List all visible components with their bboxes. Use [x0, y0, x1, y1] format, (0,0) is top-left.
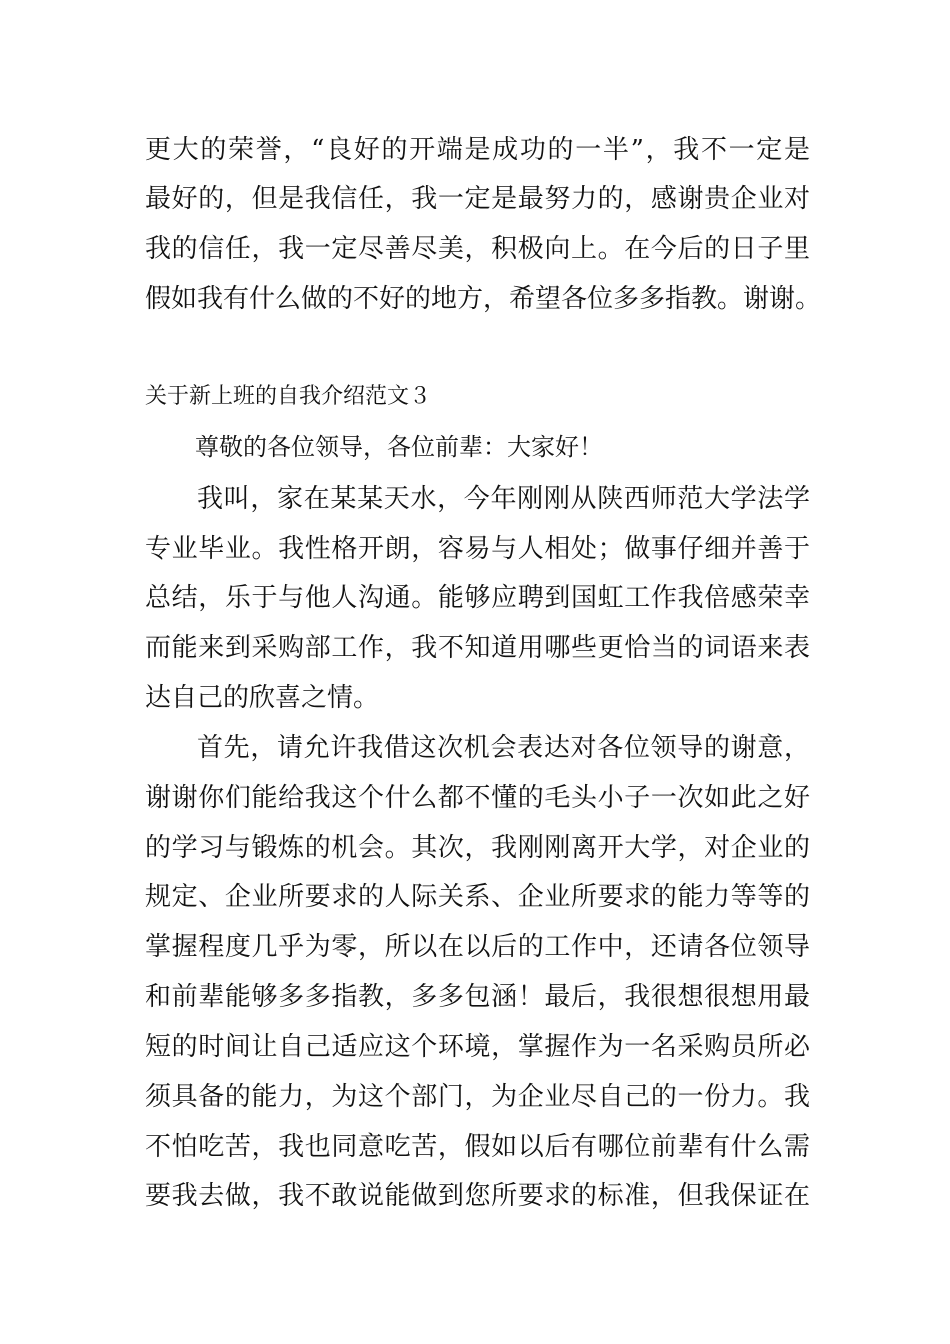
text-line: 掌握程度几乎为零，所以在以后的工作中，还请各位领导 — [145, 932, 810, 962]
text-line: 专业毕业。我性格开朗，容易与人相处；做事仔细并善于 — [145, 534, 810, 564]
text-line: 达自己的欣喜之情。 — [145, 683, 380, 713]
section-title: 关于新上班的自我介绍范文３ — [145, 384, 432, 409]
text-line: 的学习与锻炼的机会。其次，我刚刚离开大学，对企业的 — [145, 833, 810, 863]
text-line: 须具备的能力，为这个部门，为企业尽自己的一份力。我 — [145, 1082, 810, 1112]
text-line: 规定、企业所要求的人际关系、企业所要求的能力等等的 — [145, 882, 810, 912]
text-line: 更大的荣誉，“良好的开端是成功的一半”，我不一定是 — [145, 135, 810, 165]
text-line: 不怕吃苦，我也同意吃苦，假如以后有哪位前辈有什么需 — [145, 1132, 810, 1162]
text-line: 短的时间让自己适应这个环境，掌握作为一名采购员所必 — [145, 1032, 810, 1062]
text-line: 假如我有什么做的不好的地方，希望各位多多指教。谢谢。 — [145, 284, 822, 314]
text-line: 最好的，但是我信任，我一定是最努力的，感谢贵企业对 — [145, 184, 810, 214]
text-line: 首先，请允许我借这次机会表达对各位领导的谢意， — [197, 733, 810, 763]
text-line: 谢谢你们能给我这个什么都不懂的毛头小子一次如此之好 — [145, 783, 810, 813]
text-line: 总结，乐于与他人沟通。能够应聘到国虹工作我倍感荣幸 — [145, 583, 810, 613]
text-line: 和前辈能够多多指教，多多包涵！最后，我很想很想用最 — [145, 982, 810, 1012]
text-line: 我叫，家在某某天水，今年刚刚从陕西师范大学法学 — [197, 484, 810, 514]
text-line: 而能来到采购部工作，我不知道用哪些更恰当的词语来表 — [145, 633, 810, 663]
greeting-line: 尊敬的各位领导，各位前辈：大家好！ — [195, 433, 603, 461]
text-line: 我的信任，我一定尽善尽美，积极向上。在今后的日子里 — [145, 234, 810, 264]
text-line: 要我去做，我不敢说能做到您所要求的标准，但我保证在 — [145, 1181, 810, 1211]
